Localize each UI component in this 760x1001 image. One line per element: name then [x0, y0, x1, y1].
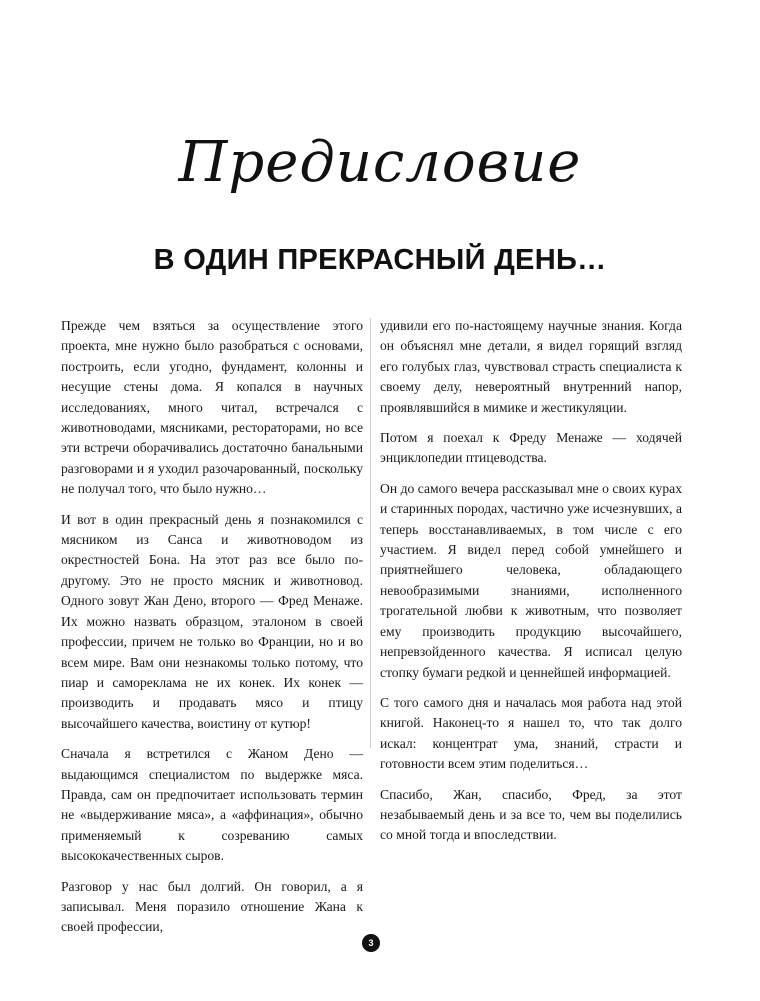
- paragraph: И вот в один прекрасный день я познакомился с мясником из Санса и животноводом из окрестностей Бона. На этот раз все было по-другому. Это не просто мясник и животновод. Одного зовут Жан Дено, второго — Фред Менаже. Их можно назвать образцом, эталоном в своей профессии, причем не только во Франции, но и во всем мире. Вам они незнакомы только потому, что пиар и самореклама не их конек. Их конек — производить и продавать мясо и птицу высочайшего качества, воистину от кутюр!: [61, 511, 363, 731]
- paragraph: Сначала я встретился с Жаном Дено — выдающимся специалистом по выдержке мяса. Правда, сам он предпочитает использовать термин не «выдерживание мяса», а «аффинация», обычно применяемый к созреванию самых высококачественных сыров.: [61, 746, 363, 864]
- paragraph: Прежде чем взяться за осуществление этого проекта, мне нужно было разобраться с основами, построить, если угодно, фундамент, колонны и несущие стены дома. Я копался в научных исследованиях, много читал, встречался с животноводами, мясниками, рестораторами, но все эти встречи оборачивались достаточно банальными разговорами и я уходил разочарованный, поскольку не получал того, что было нужно…: [61, 318, 363, 497]
- page-number-badge: 3: [362, 934, 380, 952]
- paragraph: С того самого дня и началась моя работа над этой книгой. Наконец-то я нашел то, что так долго искал: концентрат ума, знаний, страсти и готовности всем этим поделиться…: [380, 694, 682, 772]
- paragraph: Разговор у нас был долгий. Он говорил, а я записывал. Меня поразило отношение Жана к своей профессии,: [61, 878, 363, 935]
- paragraph: удивили его по-настоящему научные знания. Когда он объяснял мне детали, я видел горящий взгляд его голубых глаз, чувствовал страсть специалиста к своему делу, невероятный внутренний напор, проявлявшийся в мимике и жестикуляции.: [380, 318, 682, 415]
- text-column-left: [61, 316, 363, 948]
- page-title: Предисловие: [178, 130, 582, 195]
- chapter-subtitle: В ОДИН ПРЕКРАСНЫЙ ДЕНЬ…: [153, 244, 607, 276]
- column-divider: [370, 318, 371, 748]
- paragraph: Он до самого вечера рассказывал мне о своих курах и старинных породах, частично уже исчезнувших, а теперь восстанавливаемых, в том числе с его участием. Я видел перед собой умнейшего и приятнейшего человека, обладающего невообразимыми знаниями, исполненного трогательной любви к животным, что позволяет ему производить продукцию высочайшего, непревзойденного качества. Я исписал целую стопку бумаги редкой и ценнейшей информацией.: [380, 480, 682, 680]
- paragraph: Потом я поехал к Фреду Менаже — ходячей энциклопедии птицеводства.: [380, 430, 682, 466]
- paragraph: Спасибо, Жан, спасибо, Фред, за этот незабываемый день и за все то, чем вы поделились со мной тогда и впоследствии.: [380, 786, 682, 843]
- text-column-right: [380, 316, 682, 856]
